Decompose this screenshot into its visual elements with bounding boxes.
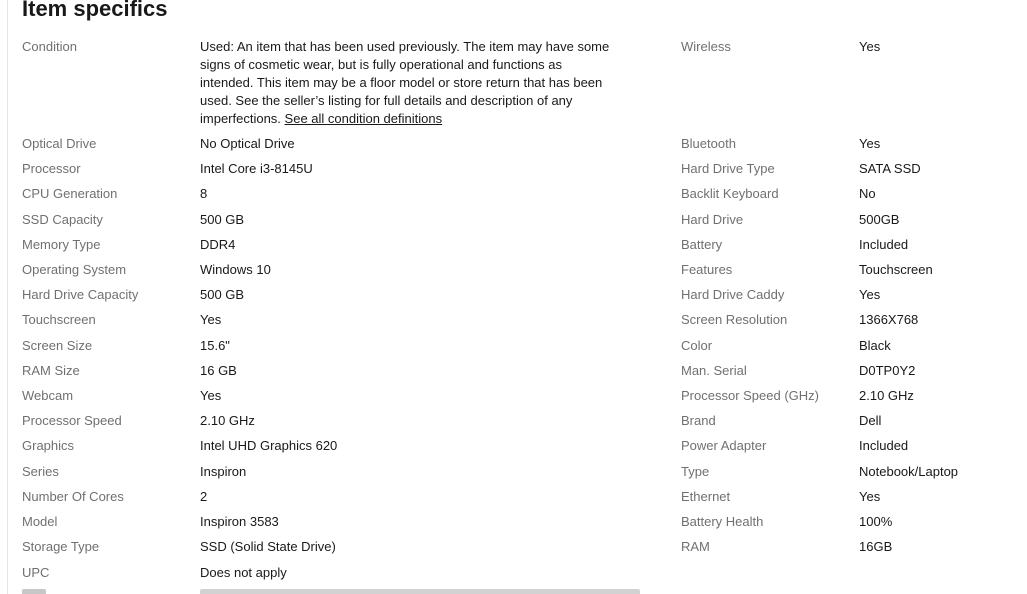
- spec-value: Intel UHD Graphics 620: [200, 438, 338, 453]
- spec-value: No: [859, 186, 876, 201]
- spec-label: Battery: [681, 237, 723, 252]
- spec-value: Black: [859, 338, 891, 353]
- spec-value: 2.10 GHz: [859, 388, 914, 403]
- spec-label-wireless: Wireless: [681, 39, 731, 54]
- spec-label: Bluetooth: [681, 136, 736, 151]
- spec-label: Type: [681, 464, 710, 479]
- spec-label: Memory Type: [22, 237, 101, 252]
- spec-value: Windows 10: [200, 262, 271, 277]
- clipped-next-row: [22, 588, 642, 594]
- section-title: Item specifics: [22, 0, 168, 21]
- spec-label: Color: [681, 338, 713, 353]
- spec-value: 500 GB: [200, 212, 245, 227]
- spec-label: Model: [22, 514, 58, 529]
- spec-label: Number Of Cores: [22, 489, 124, 504]
- spec-value: 2.10 GHz: [200, 413, 255, 428]
- spec-value: Notebook/Laptop: [859, 464, 959, 479]
- spec-value: 500GB: [859, 212, 900, 227]
- spec-value: 500 GB: [200, 287, 245, 302]
- spec-value: 8: [200, 186, 208, 201]
- clipped-text-fragment: [22, 589, 46, 594]
- spec-label: Power Adapter: [681, 438, 767, 453]
- spec-value: Yes: [200, 312, 222, 327]
- spec-label: Processor: [22, 161, 81, 176]
- spec-value: 1366X768: [859, 312, 919, 327]
- spec-value: Inspiron 3583: [200, 514, 279, 529]
- spec-label: UPC: [22, 565, 50, 580]
- spec-value: D0TP0Y2: [859, 363, 916, 378]
- spec-value: Included: [859, 237, 909, 252]
- spec-value: SATA SSD: [859, 161, 921, 176]
- spec-label: Battery Health: [681, 514, 764, 529]
- spec-label: RAM: [681, 539, 710, 554]
- spec-label: Hard Drive Capacity: [22, 287, 139, 302]
- spec-value: Intel Core i3-8145U: [200, 161, 313, 176]
- spec-label: SSD Capacity: [22, 212, 103, 227]
- spec-label: Series: [22, 464, 59, 479]
- spec-value: Yes: [859, 136, 881, 151]
- spec-label: Webcam: [22, 388, 74, 403]
- left-divider: [7, 0, 8, 594]
- spec-value: Inspiron: [200, 464, 247, 479]
- condition-description: [200, 38, 610, 128]
- spec-label: Operating System: [22, 262, 127, 277]
- spec-label: Touchscreen: [22, 312, 96, 327]
- spec-value: Included: [859, 438, 909, 453]
- condition-label: Condition: [22, 39, 77, 54]
- spec-value: 2: [200, 489, 208, 504]
- spec-label: RAM Size: [22, 363, 80, 378]
- spec-label: Processor Speed: [22, 413, 122, 428]
- spec-value: Touchscreen: [859, 262, 933, 277]
- spec-value: Yes: [859, 287, 881, 302]
- spec-value: 15.6": [200, 338, 230, 353]
- spec-label: Processor Speed (GHz): [681, 388, 819, 403]
- spec-value: 100%: [859, 514, 893, 529]
- spec-value: 16 GB: [200, 363, 237, 378]
- spec-label: Screen Resolution: [681, 312, 788, 327]
- spec-value: Yes: [859, 489, 881, 504]
- spec-value: Dell: [859, 413, 882, 428]
- spec-value: Yes: [200, 388, 222, 403]
- spec-value: 16GB: [859, 539, 893, 554]
- spec-label: Hard Drive Type: [681, 161, 775, 176]
- spec-label: Graphics: [22, 438, 75, 453]
- spec-value: DDR4: [200, 237, 236, 252]
- spec-value: SSD (Solid State Drive): [200, 539, 336, 554]
- spec-label: CPU Generation: [22, 186, 118, 201]
- condition-text: Used: An item that has been used previously. The item may have some signs of cosmetic wear, but is fully operational and functions as intended. This item may be a floor model or store return that has been used. See the seller’s listing for full details and description of any imperfections.: [200, 39, 610, 126]
- spec-label: Screen Size: [22, 338, 93, 353]
- spec-label: Brand: [681, 413, 716, 428]
- clipped-text-fragment: [200, 589, 640, 594]
- spec-label: Hard Drive Caddy: [681, 287, 785, 302]
- spec-label: Features: [681, 262, 733, 277]
- spec-label: Optical Drive: [22, 136, 97, 151]
- spec-label: Backlit Keyboard: [681, 186, 779, 201]
- spec-value: No Optical Drive: [200, 136, 295, 151]
- spec-value: Does not apply: [200, 565, 287, 580]
- spec-label: Storage Type: [22, 539, 100, 554]
- spec-value-wireless: Yes: [859, 39, 881, 54]
- spec-label: Man. Serial: [681, 363, 747, 378]
- see-all-condition-definitions-link[interactable]: See all condition definitions: [284, 111, 443, 126]
- spec-label: Hard Drive: [681, 212, 744, 227]
- spec-label: Ethernet: [681, 489, 731, 504]
